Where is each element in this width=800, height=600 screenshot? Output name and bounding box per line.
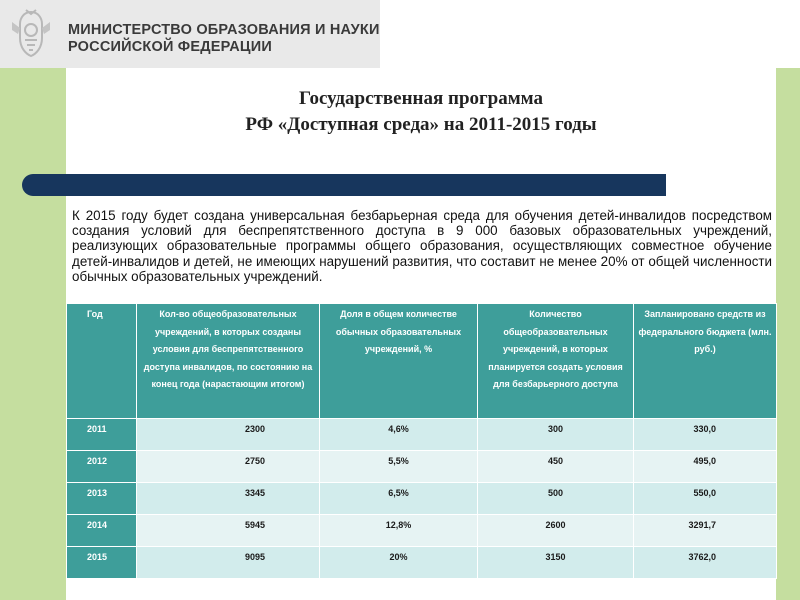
cell-share: 4,6%: [320, 419, 478, 451]
page-title-line2: РФ «Доступная среда» на 2011-2015 годы: [245, 114, 597, 135]
cell-planned: 500: [478, 483, 634, 515]
ministry-name-line1: МИНИСТЕРСТВО ОБРАЗОВАНИЯ И НАУКИ: [68, 22, 380, 38]
cell-budget: 330,0: [634, 419, 777, 451]
ministry-header: [0, 0, 380, 68]
cell-institutions: 3345: [137, 483, 320, 515]
page-title: [66, 86, 776, 138]
ministry-name: [68, 22, 380, 56]
table-row: [67, 419, 777, 451]
right-green-strip: [776, 68, 800, 600]
table-row: [67, 451, 777, 483]
cell-planned: 450: [478, 451, 634, 483]
cell-year: 2015: [67, 547, 137, 579]
page-title-line1: Государственная программа: [299, 88, 543, 109]
cell-year: 2012: [67, 451, 137, 483]
header-institutions-count: Кол-во общеобразовательных учреждений, в которых созданы условия для беспрепятственного доступа инвалидов, по состоянию на конец года (нарастающим итогом): [137, 304, 320, 419]
cell-institutions: 2300: [137, 419, 320, 451]
ministry-name-line2: РОССИЙСКОЙ ФЕДЕРАЦИИ: [68, 39, 272, 55]
header-federal-budget: Запланировано средств из федерального бюджета (млн. руб.): [634, 304, 777, 419]
ministry-emblem-icon: [8, 8, 54, 60]
cell-share: 6,5%: [320, 483, 478, 515]
cell-share: 5,5%: [320, 451, 478, 483]
cell-institutions: 5945: [137, 515, 320, 547]
cell-planned: 2600: [478, 515, 634, 547]
table-header-row: [67, 304, 777, 419]
cell-budget: 495,0: [634, 451, 777, 483]
table-row: [67, 515, 777, 547]
header-year: Год: [67, 304, 137, 419]
cell-institutions: 9095: [137, 547, 320, 579]
cell-share: 20%: [320, 547, 478, 579]
cell-budget: 3762,0: [634, 547, 777, 579]
divider-bar: [22, 174, 666, 196]
cell-year: 2011: [67, 419, 137, 451]
cell-planned: 300: [478, 419, 634, 451]
cell-share: 12,8%: [320, 515, 478, 547]
cell-year: 2013: [67, 483, 137, 515]
header-share-percent: Доля в общем количестве обычных образовательных учреждений, %: [320, 304, 478, 419]
header-planned-institutions: Количество общеобразовательных учреждений, в которых планируется создать условия для безбарьерного доступа: [478, 304, 634, 419]
cell-year: 2014: [67, 515, 137, 547]
cell-budget: 3291,7: [634, 515, 777, 547]
intro-paragraph: К 2015 году будет создана универсальная безбарьерная среда для обучения детей-инвалидов посредством создания условий для беспрепятственного доступа в 9 000 базовых образовательных учреждений, реализующих образовательные программы общего образования, осуществляющих совместное обучение детей-инвалидов и детей, не имеющих нарушений развития, что составит не менее 20% от общей численности обычных образовательных учреждений.: [72, 208, 772, 284]
cell-institutions: 2750: [137, 451, 320, 483]
cell-planned: 3150: [478, 547, 634, 579]
program-table: [66, 303, 777, 579]
table-row: [67, 483, 777, 515]
cell-budget: 550,0: [634, 483, 777, 515]
table-row: [67, 547, 777, 579]
left-green-strip: [0, 68, 66, 600]
